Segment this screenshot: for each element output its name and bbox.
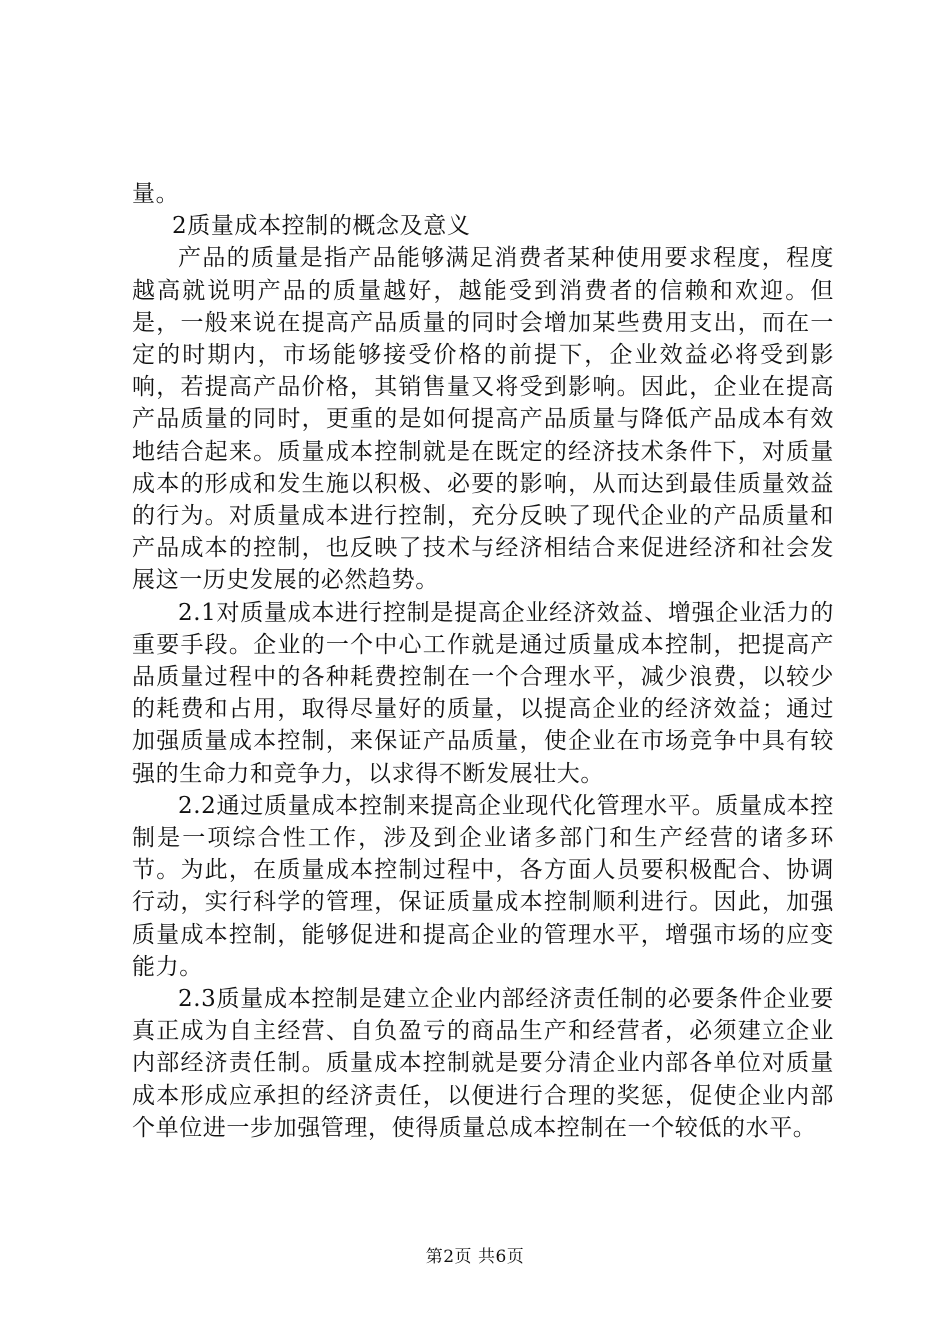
paragraph-concept: 产品的质量是指产品能够满足消费者某种使用要求程度，程度越高就说明产品的质量越好，越能受到消费者的信赖和欢迎。但是，一般来说在提高产品质量的同时会增加某些费用支出，而在一定的时期内，市场能够接受价格的前提下，企业效益必将受到影响，若提高产品价格，其销售量又将受到影响。因此，企业在提高产品质量的同时，更重的是如何提高产品质量与降低产品成本有效地结合起来。质量成本控制就是在既定的经济技术条件下，对质量成本的形成和发生施以积极、必要的影响，从而达到最佳质量效益的行为。对质量成本进行控制，充分反映了现代企业的产品质量和产品成本的控制，也反映了技术与经济相结合来促进经济和社会发展这一历史发展的必然趋势。 — [132, 245, 834, 594]
page-number-footer: 第2页 共6页 — [425, 1247, 525, 1267]
paragraph-2-1: 2.1对质量成本进行控制是提高企业经济效益、增强企业活力的重要手段。企业的一个中心工作就是通过质量成本控制，把提高产品质量过程中的各种耗费控制在一个合理水平，减少浪费，以较少的耗费和占用，取得尽量好的质量，以提高企业的经济效益；通过加强质量成本控制，来保证产品质量，使企业在市场竞争中具有较强的生命力和竞争力，以求得不断发展壮大。 — [132, 599, 834, 787]
document-body — [132, 178, 834, 1144]
paragraph-continuation: 量。 — [132, 181, 180, 207]
paragraph-2-2: 2.2通过质量成本控制来提高企业现代化管理水平。质量成本控制是一项综合性工作，涉及到企业诸多部门和生产经营的诸多环节。为此，在质量成本控制过程中，各方面人员要积极配合、协调行动，实行科学的管理，保证质量成本控制顺利进行。因此，加强质量成本控制，能够促进和提高企业的管理水平，增强市场的应变能力。 — [132, 792, 834, 980]
paragraph-2-3: 2.3质量成本控制是建立企业内部经济责任制的必要条件企业要真正成为自主经营、自负盈亏的商品生产和经营者，必须建立企业内部经济责任制。质量成本控制就是要分清企业内部各单位对质量成本形成应承担的经济责任，以便进行合理的奖惩，促使企业内部个单位进一步加强管理，使得质量总成本控制在一个较低的水平。 — [132, 986, 834, 1141]
section-heading: 2质量成本控制的概念及意义 — [172, 213, 471, 240]
